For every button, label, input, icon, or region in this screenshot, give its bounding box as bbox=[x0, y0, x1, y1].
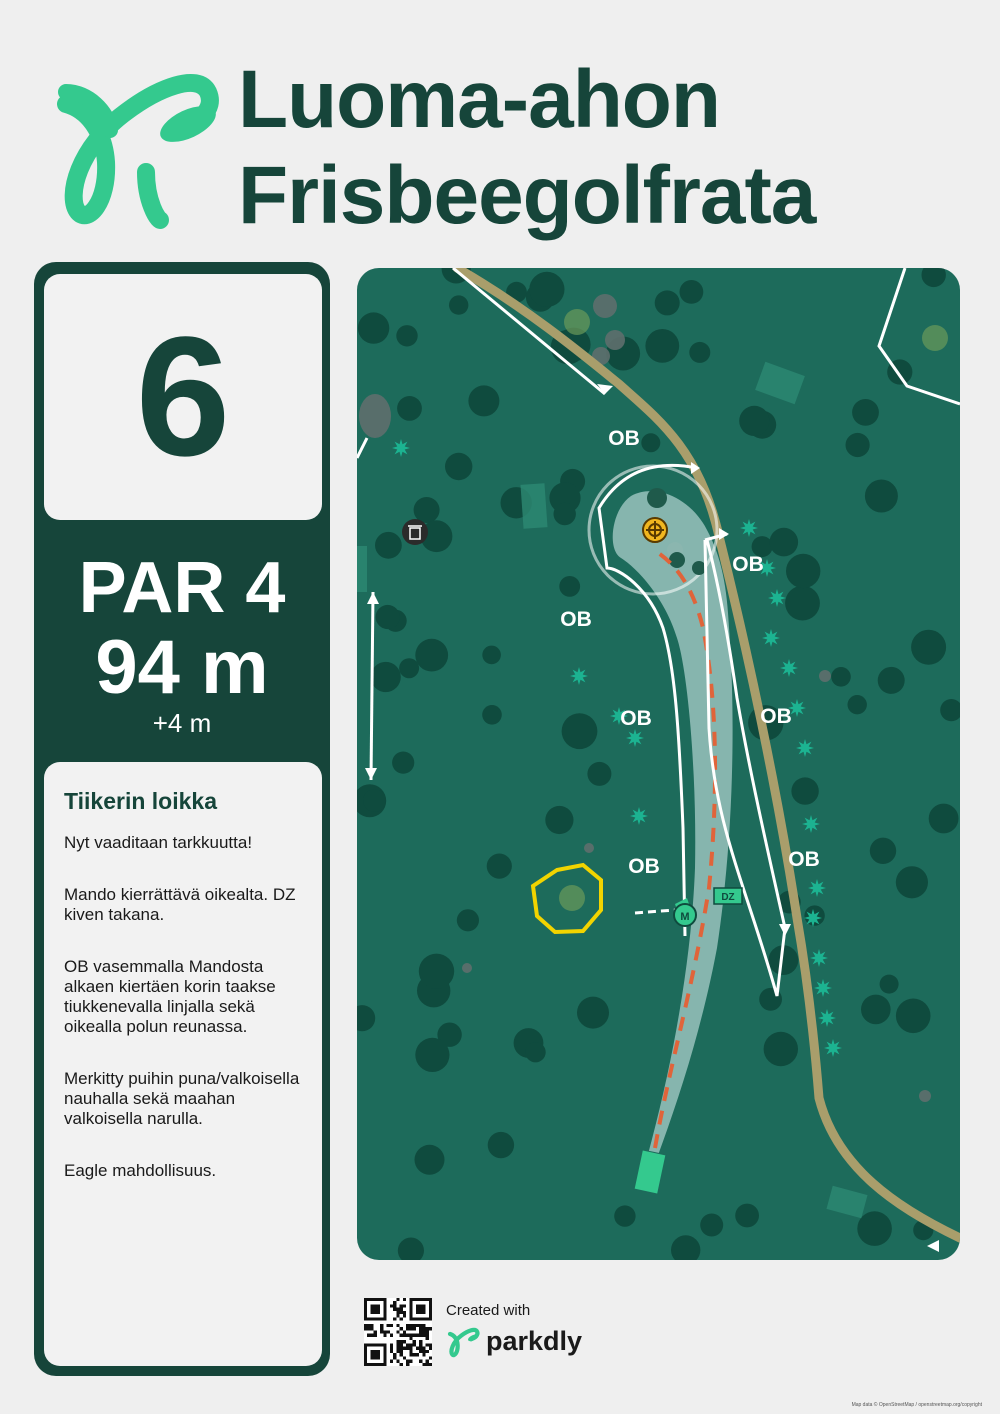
parkdly-small-logo-icon bbox=[446, 1324, 480, 1358]
description-paragraph: Merkitty puihin puna/valkoisella nauhalla sekä maahan valkoisella narulla. bbox=[64, 1069, 300, 1128]
hole-map bbox=[357, 268, 960, 1260]
hole-distance: 94 m bbox=[95, 625, 269, 710]
hole-name: Tiikerin loikka bbox=[64, 788, 217, 814]
qr-code[interactable] bbox=[364, 1298, 432, 1366]
description-paragraph: Eagle mahdollisuus. bbox=[64, 1161, 217, 1180]
map-credits: Map data © OpenStreetMap / openstreetmap.org/copyright bbox=[851, 1402, 982, 1408]
drop-zone-marker bbox=[714, 888, 742, 904]
parkdly-brand[interactable] bbox=[446, 1324, 582, 1358]
description-paragraph: OB vasemmalla Mandosta alkaen kiertäen korin taakse tiukkenevalla linjalla sekä oikealla polun reunassa. bbox=[64, 957, 276, 1036]
ob-label: OB bbox=[620, 707, 652, 730]
course-title-line1: Luoma-ahon bbox=[238, 54, 720, 145]
par-label: PAR 4 bbox=[78, 548, 286, 628]
created-with-label: Created with bbox=[446, 1302, 531, 1319]
mando-marker bbox=[674, 898, 696, 926]
ob-label: OB bbox=[608, 427, 640, 450]
svg-text:M: M bbox=[680, 911, 690, 923]
ob-lines bbox=[357, 268, 960, 996]
ob-label: OB bbox=[560, 608, 592, 631]
ob-label: OB bbox=[628, 855, 660, 878]
course-title bbox=[238, 52, 815, 244]
trash-icon bbox=[402, 519, 428, 545]
description-paragraph: Nyt vaaditaan tarkkuutta! bbox=[64, 833, 253, 852]
ob-label: OB bbox=[760, 705, 792, 728]
basket-icon bbox=[643, 518, 667, 542]
course-title-line2: Frisbeegolfrata bbox=[238, 150, 816, 241]
map-canvas bbox=[357, 268, 960, 1260]
hole-description bbox=[44, 762, 322, 1366]
description-paragraph: Mando kierrättävä oikealta. DZ kiven takana. bbox=[64, 885, 296, 924]
hole-number-box bbox=[44, 274, 322, 520]
elevation-change: +4 m bbox=[152, 708, 212, 738]
svg-text:DZ: DZ bbox=[721, 892, 735, 903]
parkdly-logo bbox=[48, 52, 220, 230]
ob-label: OB bbox=[788, 848, 820, 871]
hole-number: 6 bbox=[135, 302, 231, 492]
tee-pad bbox=[634, 1150, 666, 1194]
brand-name: parkdly bbox=[486, 1325, 583, 1356]
ob-label: OB bbox=[732, 553, 764, 576]
